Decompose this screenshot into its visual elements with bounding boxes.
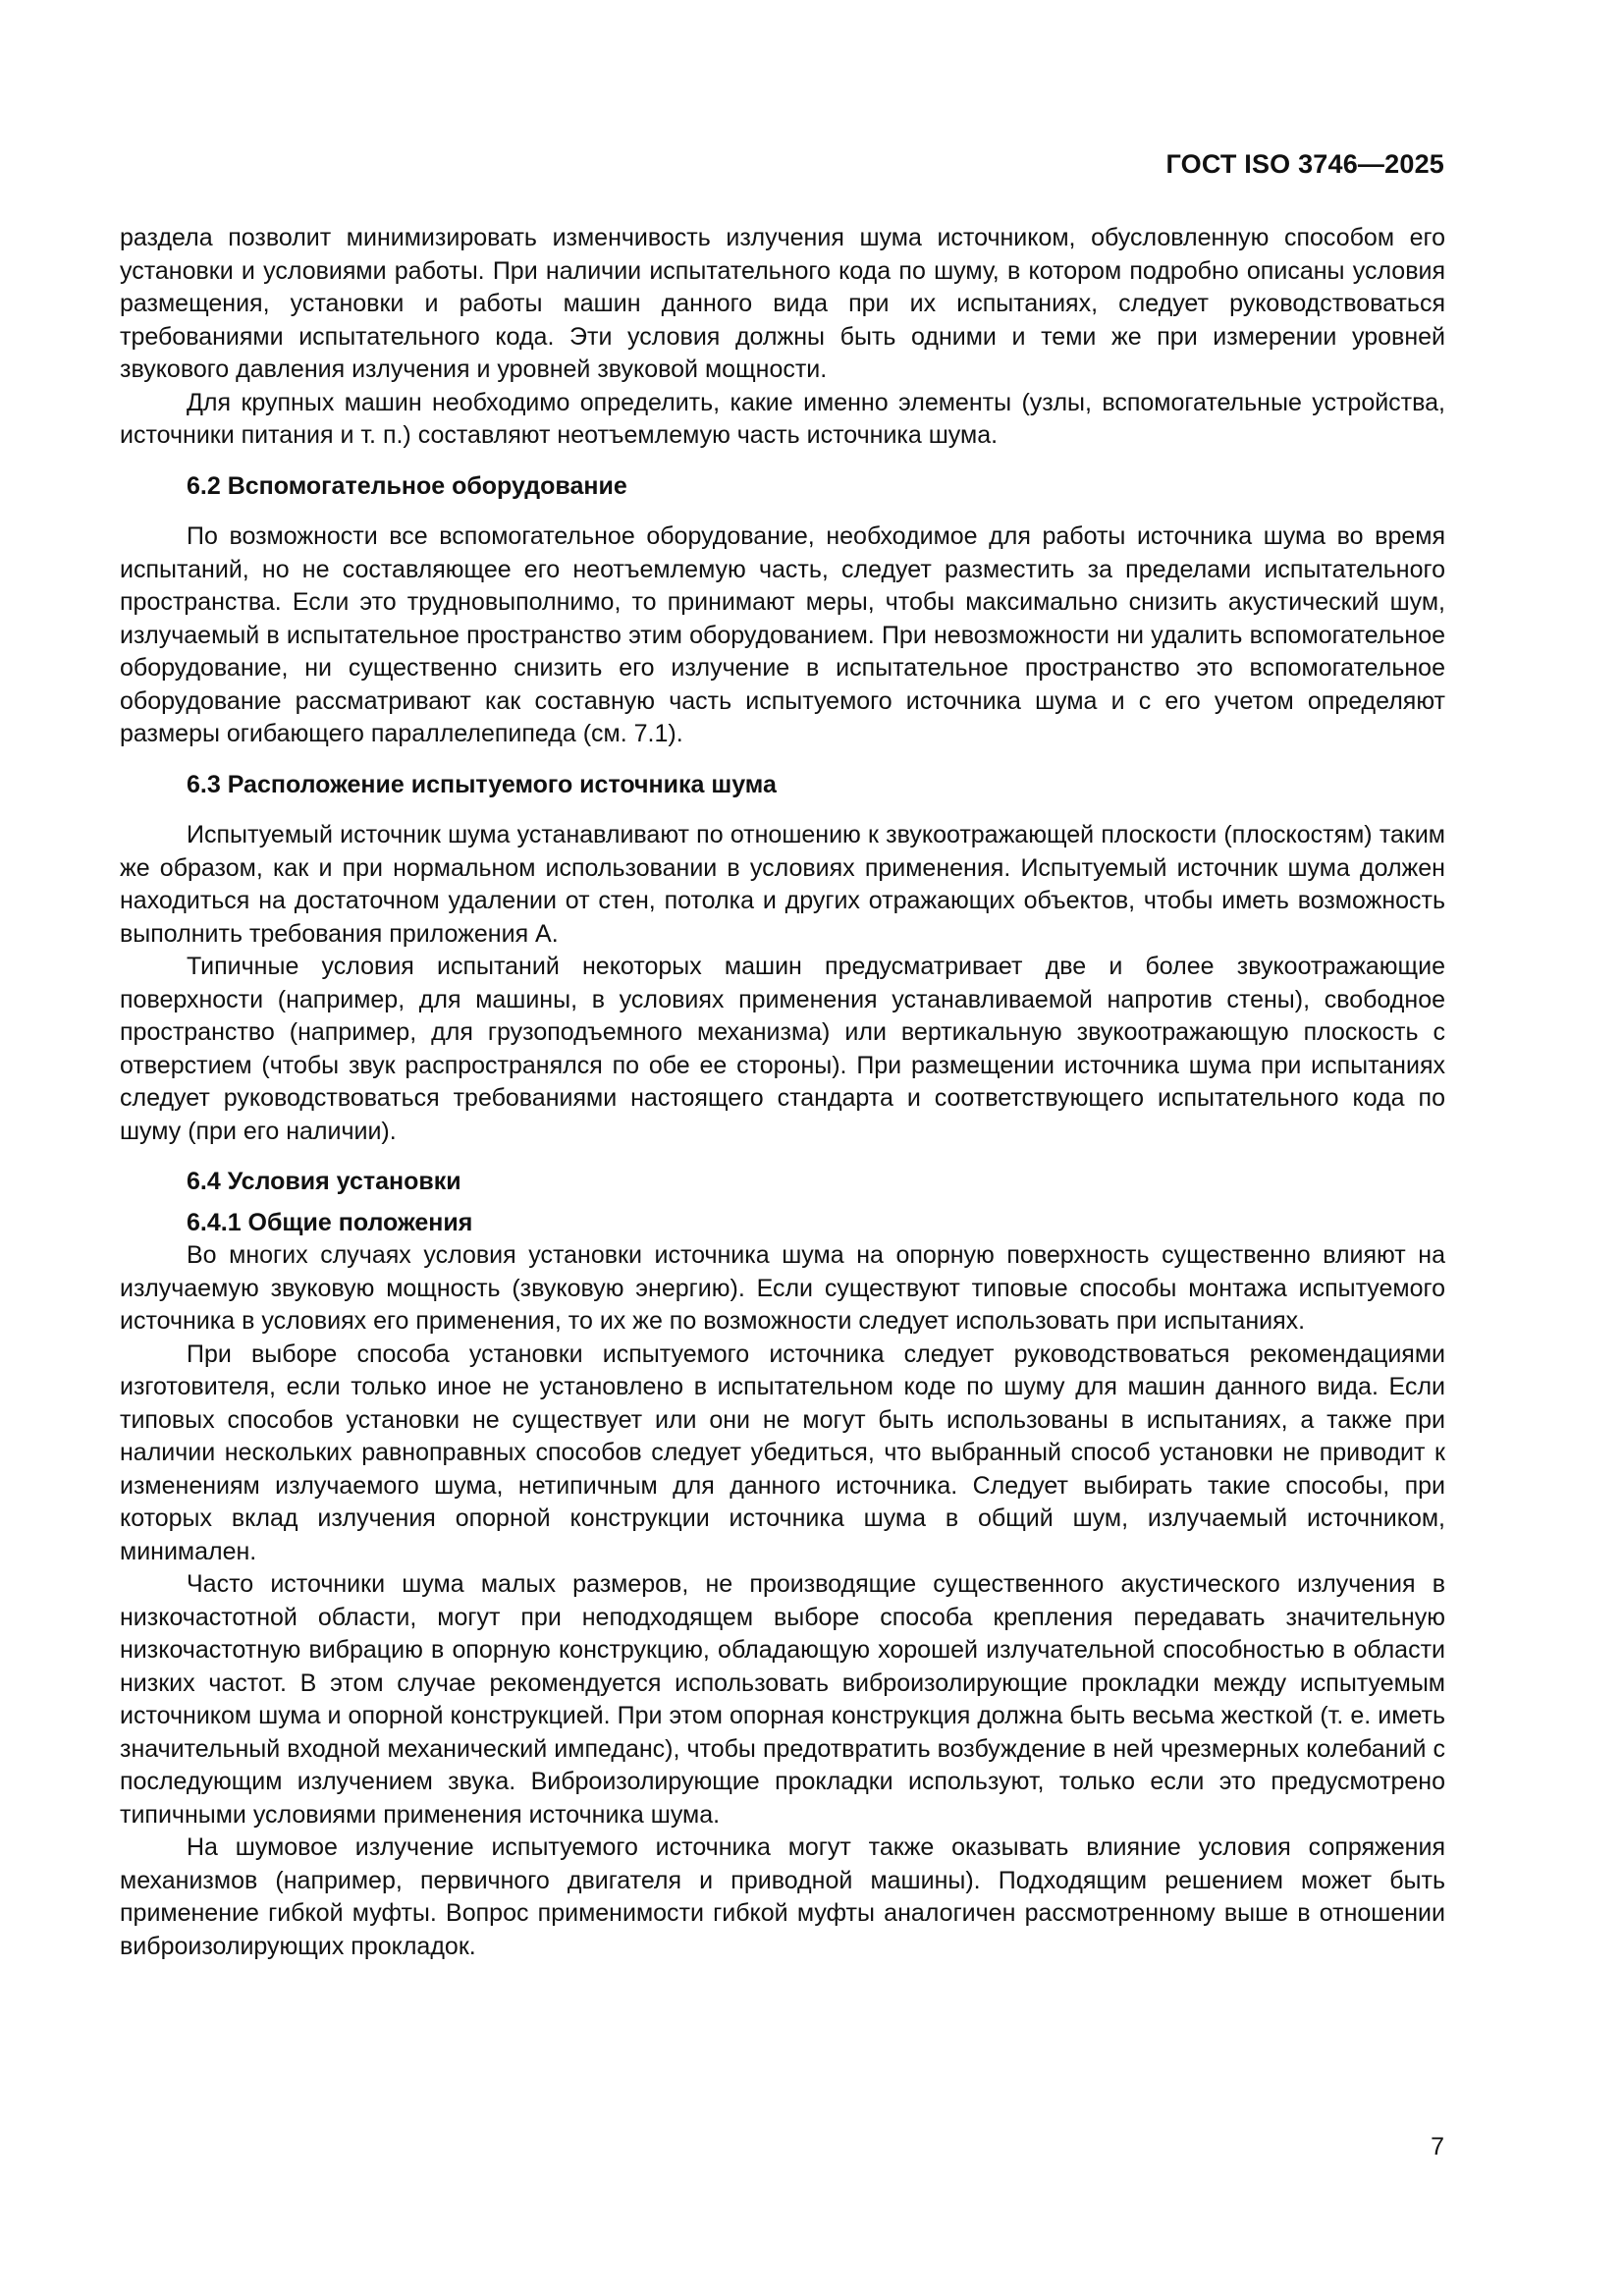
- section-6-3-paragraph-2: Типичные условия испытаний некоторых машин предусматривает две и более звукоотражающие поверхности (например, для машины, в условиях применения устанавливаемой напротив стены), свободное пространство (например, для грузоподъемного механизма) или вертикальную звукоотражающую плоскость с отверстием (чтобы звук распространялся по обе ее стороны). При размещении источника шума при испытаниях следует руководствоваться требованиями настоящего стандарта и соответствующего испытательного кода по шуму (при его наличии).: [120, 953, 1445, 1145]
- section-6-4-1-paragraph-4: На шумовое излучение испытуемого источника могут также оказывать влияние условия сопряжения механизмов (например, первичного двигателя и приводной машины). Подходящим решением может быть применение гибкой муфты. Вопрос применимости гибкой муфты аналогичен рассмотренному выше в отношении виброизолирующих прокладок.: [120, 1833, 1445, 1960]
- section-6-3-paragraph-1: Испытуемый источник шума устанавливают по отношению к звукоотражающей плоскости (плоскостям) таким же образом, как и при нормальном использовании в условиях применения. Испытуемый источник шума должен находиться на достаточном удалении от стен, потолка и других отражающих объектов, чтобы иметь возможность выполнить требования приложения А.: [120, 821, 1445, 948]
- section-6-2-heading: 6.2 Вспомогательное оборудование: [187, 471, 627, 500]
- paragraph-intro-2: Для крупных машин необходимо определить, какие именно элементы (узлы, вспомогательные устройства, источники питания и т. п.) составляют неотъемлемую часть источника шума.: [120, 388, 1445, 449]
- section-6-4-1-paragraph-3: Часто источники шума малых размеров, не производящие существенного акустического излучения в низкочастотной области, могут при неподходящем выборе способа крепления передавать значительную низкочастотную вибрацию в опорную конструкцию, обладающую хорошей излучательной способностью в области низких частот. В этом случае рекомендуется использовать виброизолирующие прокладки между испытуемым источником шума и опорной конструкцией. При этом опорная конструкция должна быть весьма жесткой (т. е. иметь значительный входной механический импеданс), чтобы предотвратить возбуждение в ней чрезмерных колебаний с последующим излучением звука. Виброизолирующие прокладки используют, только если это предусмотрено типичными условиями применения источника шума.: [120, 1570, 1445, 1829]
- section-6-4-1-paragraph-1: Во многих случаях условия установки источника шума на опорную поверхность существенно влияют на излучаемую звуковую мощность (звуковую энергию). Если существуют типовые способы монтажа испытуемого источника в условиях его применения, то их же по возможности следует использовать при испытаниях.: [120, 1241, 1445, 1335]
- page-number: 7: [1431, 2133, 1444, 2160]
- section-6-4-1-paragraph-2: При выборе способа установки испытуемого источника следует руководствоваться рекомендациями изготовителя, если только иное не установлено в испытательном коде по шуму для машин данного вида. Если типовых способов установки не существует или они не могут быть использованы в испытаниях, а также при наличии нескольких равноправных способов следует убедиться, что выбранный способ установки не приводит к изменениям излучаемого шума, нетипичным для данного источника. Следует выбирать такие способы, при которых вклад излучения опорной конструкции источника шума в общий шум, излучаемый источником, минимален.: [120, 1339, 1445, 1565]
- section-6-4-heading: 6.4 Условия установки: [187, 1168, 461, 1195]
- section-6-3-heading: 6.3 Расположение испытуемого источника шума: [187, 770, 777, 798]
- document-body: [120, 222, 1445, 1963]
- section-6-4-1-heading: 6.4.1 Общие положения: [187, 1208, 473, 1236]
- section-6-2-paragraph-1: По возможности все вспомогательное оборудование, необходимое для работы источника шума во время испытаний, но не составляющее его неотъемлемую часть, следует разместить за пределами испытательного пространства. Если это трудновыполнимо, то принимают меры, чтобы максимально снизить акустический шум, излучаемый в испытательное пространство этим оборудованием. При невозможности ни удалить вспомогательное оборудование, ни существенно снизить его излучение в испытательное пространство это вспомогательное оборудование рассматривают как составную часть испытуемого источника шума и с его учетом определяют размеры огибающего параллелепипеда (см. 7.1).: [120, 522, 1445, 747]
- paragraph-intro-1: раздела позволит минимизировать изменчивость излучения шума источником, обусловленную способом его установки и условиями работы. При наличии испытательного кода по шуму, в котором подробно описаны условия размещения, установки и работы машин данного вида при их испытаниях, следует руководствоваться требованиями испытательного кода. Эти условия должны быть одними и теми же при измерении уровней звукового давления излучения и уровней звуковой мощности.: [120, 224, 1445, 383]
- document-header-id: ГОСТ ISO 3746—2025: [1165, 149, 1444, 179]
